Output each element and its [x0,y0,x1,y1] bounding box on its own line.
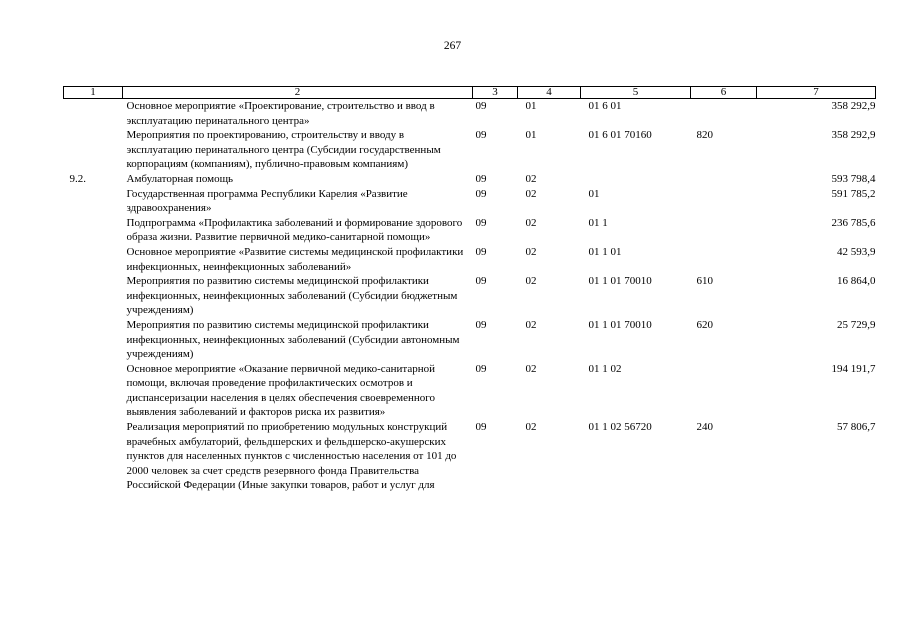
column-header: 4 [518,87,581,99]
table-row [64,172,876,187]
row-number [64,318,123,362]
row-amount: 593 798,4 [831,172,876,185]
expense-type-code [691,99,757,129]
target-article-code: 01 [588,187,600,200]
row-description: Мероприятия по развитию системы медицинской профилактики инфекционных, неинфекционных заболеваний (Субсидии бюджетным учреждениям) [126,275,458,317]
subsection-code: 02 [525,275,537,288]
expense-type-code: 820 [696,129,713,142]
row-description: Основное мероприятие «Развитие системы медицинской профилактики инфекционных, неинфекционных заболеваний» [126,245,464,273]
target-article-code: 01 1 02 [588,362,622,375]
row-number [64,216,123,245]
row-amount: 25 729,9 [837,318,876,331]
row-amount: 16 864,0 [837,275,876,288]
section-code: 09 [475,100,487,112]
row-amount: 236 785,6 [831,216,876,229]
row-number [64,362,123,420]
row-description: Мероприятия по проектированию, строительству и вводу в эксплуатацию перинатального центра (Субсидии государственным корпорациям (компаниям), публично-правовым компаниям) [126,129,441,171]
target-article-code: 01 1 [588,216,608,229]
target-article-code: 01 1 01 70010 [588,275,652,288]
section-code: 09 [475,362,487,375]
table-row [64,187,876,216]
row-description: Подпрограмма «Профилактика заболеваний и формирование здорового образа жизни. Развитие первичной медико-санитарной помощи» [126,216,463,244]
row-amount: 42 593,9 [837,245,876,258]
header-row [64,87,876,99]
subsection-code: 02 [525,245,537,258]
target-article-code: 01 6 01 70160 [588,129,652,142]
expense-type-code: 620 [696,318,713,331]
row-amount: 358 292,9 [831,100,876,112]
column-header: 7 [757,87,876,99]
target-article-code: 01 6 01 [588,100,622,112]
row-amount: 194 191,7 [831,362,876,375]
section-code: 09 [475,129,487,142]
row-description: Мероприятия по развитию системы медицинской профилактики инфекционных, неинфекционных заболеваний (Субсидии автономным учреждениям) [126,318,460,361]
subsection-code: 01 [525,100,537,112]
column-header: 6 [691,87,757,99]
subsection-code: 02 [525,172,537,185]
row-amount: 57 806,7 [837,421,876,434]
table-row [64,274,876,318]
section-code: 09 [475,245,487,258]
row-number [64,420,123,493]
page-number: 267 [443,40,462,52]
section-code: 09 [475,421,487,434]
expense-type-code [691,245,757,274]
row-number [64,187,123,216]
expense-type-code [691,362,757,420]
subsection-code: 02 [525,362,537,375]
row-number [64,245,123,274]
row-number [64,274,123,318]
row-number: 9.2. [69,172,86,185]
table-row [64,128,876,172]
row-description: Основное мероприятие «Оказание первичной медико-санитарной помощи, включая проведение профилактических осмотров и диспансеризации населения в целях обеспечения своевременного выявления заболеваний и факторов риска их развития» [126,362,436,419]
row-description: Амбулаторная помощь [126,172,234,185]
table-row [64,216,876,245]
row-description: Государственная программа Республики Карелия «Развитие здравоохранения» [126,187,408,215]
section-code: 09 [475,275,487,288]
column-header: 5 [581,87,691,99]
subsection-code: 02 [525,216,537,229]
target-article-code: 01 1 02 56720 [588,421,652,434]
target-article-code [581,172,691,187]
section-code: 09 [475,172,487,185]
section-code: 09 [475,216,487,229]
expense-type-code [691,172,757,187]
subsection-code: 02 [525,187,537,200]
table-row [64,362,876,420]
table-row [64,245,876,274]
row-number [64,99,123,129]
budget-table [63,86,876,493]
row-number [64,128,123,172]
column-header: 2 [123,87,473,99]
subsection-code: 01 [525,129,537,142]
table-row [64,420,876,493]
row-description: Реализация мероприятий по приобретению модульных конструкций врачебных амбулаторий, фельдшерских и фельдшерско-акушерских пунктов для населенных пунктов с численностью населения от 101 до 2000 человек за счет средств резервного фонда Правительства Российской Федерации (Иные закупки товаров, работ и услуг для [126,421,457,492]
expense-type-code: 610 [696,275,713,288]
expense-type-code [691,187,757,216]
table-row [64,318,876,362]
section-code: 09 [475,187,487,200]
target-article-code: 01 1 01 70010 [588,318,652,331]
row-amount: 591 785,2 [831,187,876,200]
section-code: 09 [475,318,487,331]
column-header: 3 [473,87,518,99]
row-description: Основное мероприятие «Проектирование, строительство и ввод в эксплуатацию перинатального центра» [126,100,435,127]
expense-type-code [691,216,757,245]
table-row [64,99,876,129]
expense-type-code: 240 [696,421,713,434]
target-article-code: 01 1 01 [588,245,622,258]
column-header: 1 [64,87,123,99]
subsection-code: 02 [525,318,537,331]
row-amount: 358 292,9 [831,129,876,142]
subsection-code: 02 [525,421,537,434]
